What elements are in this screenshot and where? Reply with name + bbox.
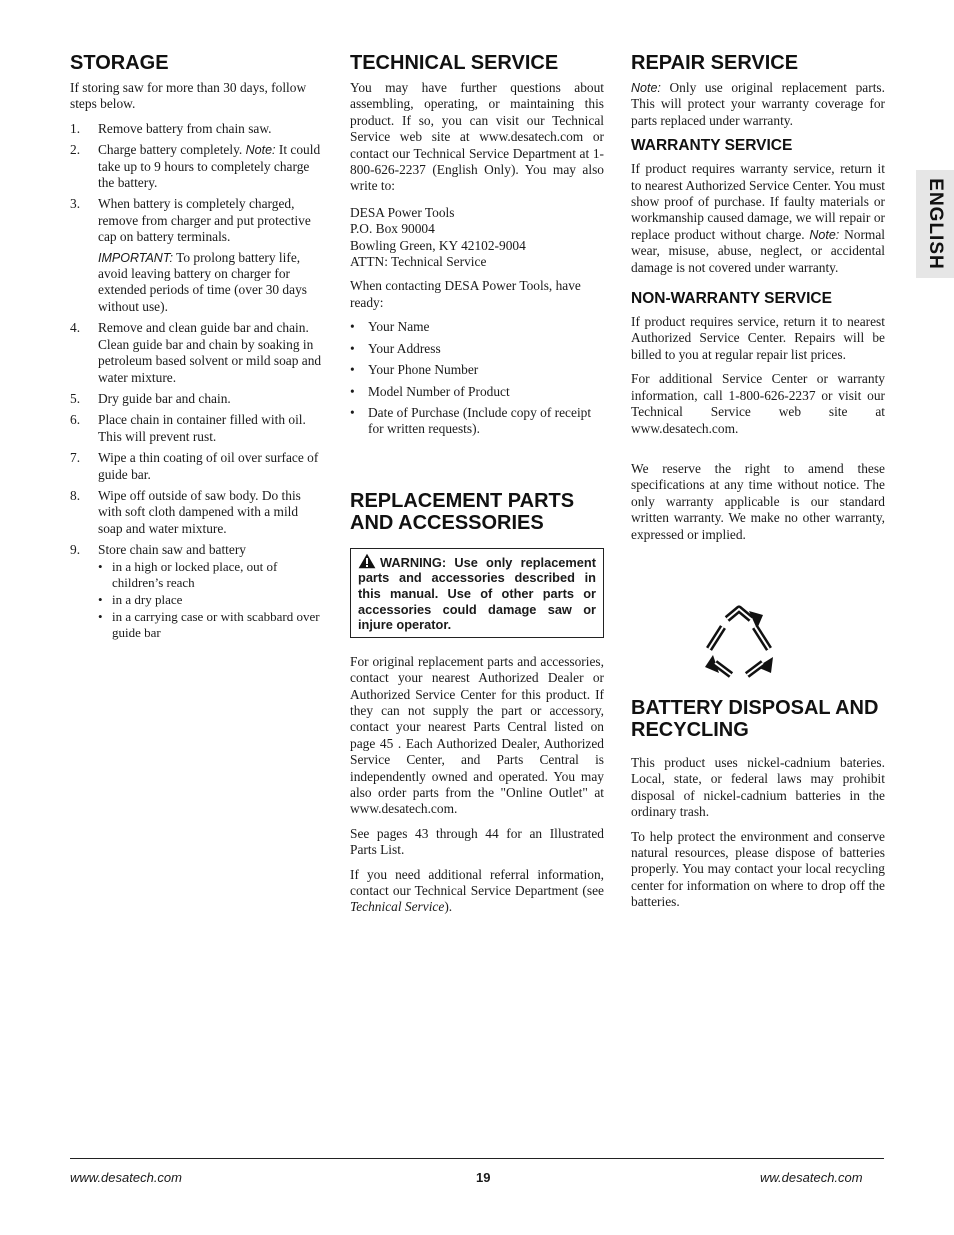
- warning-box: [350, 548, 604, 638]
- list-item: • Your Address: [350, 341, 604, 357]
- warning-text: WARNING: Use only replacement parts and accessories described in this manual. Use of other parts or accessories could damage saw or injure operator.: [358, 554, 596, 633]
- mailing-address: DESA Power Tools P.O. Box 90004 Bowling Green, KY 42102-9004 ATTN: Technical Service: [350, 204, 526, 270]
- non-warranty-text: If product requires service, return it to nearest Authorized Service Center. Repairs will be billed to you at regular repair list prices.: [631, 314, 885, 362]
- storage-sublist: [98, 559, 324, 641]
- technical-service-heading: TECHNICAL SERVICE: [350, 52, 559, 74]
- important-note: IMPORTANT: To prolong battery life, avoid leaving battery on charger for extended periods of time (over 30 days without use).: [98, 249, 307, 314]
- page-number: 19: [476, 1170, 491, 1185]
- note-label: Note:: [245, 143, 276, 158]
- list-item: 4. Remove and clean guide bar and chain. Clean guide bar and chain by soaking in petroleum based solvent or mild soap and water mixture.: [70, 320, 322, 385]
- warranty-service-heading: WARRANTY SERVICE: [631, 137, 793, 155]
- right-column: [631, 52, 885, 919]
- technical-service-intro: You may have further questions about assembling, operating, or maintaining this product. If so, you can visit our Technical Service web site at www.desatech.com or contact our Technical Service Department at 1-800-626-2237 (English Only). You may also write to:: [350, 80, 604, 194]
- list-item: 7. Wipe a thin coating of oil over surface of guide bar.: [70, 450, 319, 482]
- storage-intro: If storing saw for more than 30 days, follow steps below.: [70, 80, 307, 112]
- warranty-service-text: If product requires warranty service, return it to nearest Authorized Service Center. You must show proof of purchase. If faulty materials or workmanship caused damage, we will repair or replace product without charge. Note: Normal wear, misuse, abuse, neglect, or accidental damage is not covered under warranty.: [631, 161, 885, 275]
- list-item: • Date of Purchase (Include copy of receipt for written requests).: [350, 405, 604, 438]
- list-item: 3. When battery is completely charged, remove from charger and put protective cap on battery terminals. IMPORTANT: To prolong battery life, avoid leaving battery on charger for extended periods of time (over 30 days without use).: [70, 196, 324, 315]
- list-item: 1. Remove battery from chain saw.: [70, 120, 272, 136]
- replacement-parts-p2: See pages 43 through 44 for an Illustrated Parts List.: [350, 825, 604, 858]
- list-item: 2. Charge battery completely. Note: It could take up to 9 hours to completely charge the battery.: [70, 142, 321, 191]
- middle-column: [350, 52, 604, 924]
- list-item: • in a high or locked place, out of children’s reach: [98, 559, 324, 591]
- footer-website-right: ww.desatech.com: [760, 1170, 863, 1185]
- storage-heading: STORAGE: [70, 52, 169, 74]
- list-item: 6. Place chain in container filled with oil. This will prevent rust.: [70, 412, 306, 444]
- have-ready-text: When contacting DESA Power Tools, have ready:: [350, 278, 581, 310]
- replacement-parts-p3: If you need additional referral information, contact our Technical Service Department (see Technical Service).: [350, 866, 604, 915]
- list-item: • in a carrying case or with scabbard over guide bar: [98, 609, 324, 641]
- repair-service-heading: REPAIR SERVICE: [631, 52, 799, 74]
- warning-triangle-icon: [358, 553, 376, 569]
- storage-section: [70, 52, 324, 646]
- language-tab-label: ENGLISH: [925, 178, 946, 270]
- list-item: 5. Dry guide bar and chain.: [70, 390, 231, 406]
- storage-steps: [70, 121, 324, 641]
- list-item: • in a dry place: [98, 592, 324, 608]
- footer-divider: [70, 1158, 884, 1159]
- battery-disposal-heading: BATTERY DISPOSAL AND RECYCLING: [631, 696, 879, 741]
- footer-website-left: www.desatech.com: [70, 1170, 182, 1185]
- list-item: • Your Phone Number: [350, 362, 604, 378]
- non-warranty-service-heading: NON-WARRANTY SERVICE: [631, 290, 832, 308]
- list-item: • Your Name: [350, 319, 604, 335]
- list-item: • Model Number of Product: [350, 384, 604, 400]
- battery-disposal-p1: This product uses nickel-cadnium bateries. Local, state, or federal laws may prohibit disposal of nickel-cadnium batteries in the ordinary trash.: [631, 754, 885, 820]
- battery-disposal-p2: To help protect the environment and conserve natural resources, please dispose of batteries properly. You may contact your local recycling center for information on where to drop off the batteries.: [631, 828, 885, 910]
- list-item: 9. Store chain saw and battery • in a high or locked place, out of children’s reach • in a dry place • in a carrying case or with scabbard over guide bar: [70, 542, 324, 640]
- reserve-rights-text: We reserve the right to amend these specifications at any time without notice. The only warranty applicable is our standard written warranty. We make no other warranty, expressed or implied.: [631, 460, 885, 542]
- recycle-icon: [697, 605, 781, 681]
- additional-info-text: For additional Service Center or warranty information, call 1-800-626-2237 or visit our Technical Service web site at www.desatech.com.: [631, 371, 885, 436]
- replacement-parts-heading: REPLACEMENT PARTS AND ACCESSORIES: [350, 489, 575, 534]
- repair-service-note: Note: Only use original replacement parts. This will protect your warranty coverage for parts replaced under warranty.: [631, 80, 885, 128]
- contact-checklist: [350, 319, 604, 437]
- list-item: 8. Wipe off outside of saw body. Do this with soft cloth dampened with a mild soap and water mixture.: [70, 487, 301, 536]
- language-tab: [916, 170, 954, 278]
- replacement-parts-p1: For original replacement parts and accessories, contact your nearest Authorized Dealer or Authorized Service Center for this product. If they can not supply the part or accessory, contact your nearest Parts Central listed on page 45 . Each Authorized Dealer, Authorized Service Center, and Parts Central is independently owned and operated. You may also order parts from the "Online Outlet" at www.desatech.com.: [350, 653, 604, 817]
